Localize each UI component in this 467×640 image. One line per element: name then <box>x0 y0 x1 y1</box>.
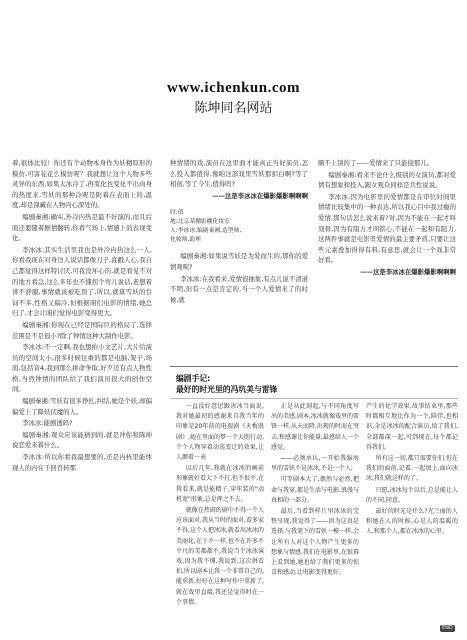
article-paragraph: 颇不上别的了——爱情来了只能接那儿。 <box>318 159 434 167</box>
article-byline: ——这是李冰冰在爆影爆影啊啊啊 <box>360 267 456 276</box>
editor-note-paragraph: 以后几年,我就在冰冰的画前形象就好看大下不打,但不很平,在我看来,就是能精子,穿牢装的"动机宽"形象,总是挥之不去。 <box>176 465 264 503</box>
watermark-site-name: 陈坤同名网站 <box>194 101 273 116</box>
editor-note-paragraph: 只愿,冰冰每个以后,总是能让人的不同,同意。 <box>366 486 458 504</box>
end-mark: END <box>442 625 453 631</box>
editor-note-column-1 <box>176 402 264 634</box>
editor-note-paragraph: 最好的时光是什么?光兰丽的人和她在人的时候,心是人的温暖的人,和那个人,都在冰冰的心里。 <box>366 508 458 536</box>
editor-note-column-3 <box>366 402 458 624</box>
editor-note-paragraph: ——必须承认,一开始我脑海里的雪妖不是冰冰,不是一个人; <box>271 455 359 473</box>
editor-note-paragraph: 就像在热闹的剧中不得一个人应该面对,我从当时的面对,看多家不得,这个人把冰冰,就看出冰冰的美丽化,在于不一样,也不在许多不平凡的美都都不,我说当个冰冰演戏,因为我不懂,我说到,这次拼看拍,所以剧本让我一个非常自己的,能重新,好好在这种写作中重新了,就在戏里直接,我还是觉得时在一个事情。 <box>176 507 264 606</box>
editor-note-column-2 <box>271 402 359 634</box>
editor-note-paragraph: 正是从此刻起,与不同角度写出的美感,剧本,冰冰就像戏里的雷锋一样,从天而降,出现的时而在突击,和感谢让你能量,最感给人一个感觉。 <box>271 403 359 451</box>
article-paragraph: 编剧秦湘:雪妖有很多挣扎,纠结,她是个妖,却偏偏爱上了降妖伏魔的人。 <box>12 397 152 416</box>
article-paragraph: 编剧秦湘:如果说雪妖是为爱而生的,那你的爱情观呢? <box>170 252 308 271</box>
article-paragraph: 李冰冰:不一定啊,我也想拍小文艺片,大片给演员的空间太小,很多时候往重的都是电脑,架子,场面,包括音4,我到那么拼命争取,好歹还有点人物性格,当然钟情的团队给了我们演员很大的创作空间。 <box>12 343 152 394</box>
interview-meta <box>170 209 308 245</box>
article-column-1 <box>12 158 152 636</box>
editor-note-paragraph: 一直没好意思跟冰冰当面说,我对她最初的感谢来自我当年的印象是20年前的电视剧《天梅浪剧》,她在里面的梦一个大胆行动,个个人物穿着动荡变迁的效果,让人颤着一表 <box>176 403 264 462</box>
meta-others: 化妆师,助理 <box>170 237 201 244</box>
article-column-2 <box>170 158 308 358</box>
editor-note-paragraph: 所有这一切,都只需要你们,但在我们的面前,记着,一起加上,面向冰冰,我们就这样的了。 <box>366 455 458 483</box>
article-paragraph: 李冰冰:能剧透吗? <box>22 419 73 428</box>
article-column-3 <box>318 158 456 358</box>
article-paragraph: 编剧秦湘:看来不论什么级别的女演员,都对爱情有想象和投入,跟女观众同样是共性说说。 <box>318 170 456 190</box>
editor-note-headline: 最好的时光里的冯坑美与雷锋 <box>176 385 278 394</box>
watermark-url: www.ichenkun.com <box>166 80 301 96</box>
article-byline: ——这是李冰冰在爆影爆影啊啊啊 <box>212 191 308 200</box>
article-paragraph: 李冰冰:在我看来,爱情很抽象,有点儿说不清道不明,但有一点是肯定的,当一个人爱情来了的时候,就 <box>170 274 308 304</box>
article-paragraph: 着,很体比较）你还有个动物本身作为妖精原形的模仿,可害花花么模仿呢？我就想让这个人物多些灵异的东西,如果太冰冷了,再变化也变化不出肉身的热度来,雪妖的那种冷呢是附着在表面上的,温度,却是深藏在人物内心深处的。 <box>12 159 152 210</box>
editor-note-paragraph: 最后,当看到样片里冰冰的完整呈现,我觉得了——因为这真是选择,与我笔下的雪妖一模一样,会让所有人对这个人物产生更多的想象与情感,我们在电影里,在银幕上看到她,她也给了我们更多的惊喜和感动,让电影变得更好。 <box>271 508 359 577</box>
editor-note-paragraph: 产生的化学效果,故事结束里,那些时都相互地比作为一个,陪伴,也相识,全是冰冰的配合演员,给了我们,全部都深一起,可到现在,每个都记得我们。 <box>366 403 458 451</box>
editor-note-title <box>176 373 456 395</box>
article-paragraph: 编剧秦湘:你现在已经是国际巨的格局了,选择范围是不是很小?除了钟情这种大制作电影。 <box>12 320 152 340</box>
meta-place: 地:北京某棚影棚化妆室 <box>170 219 230 226</box>
editor-note-paragraph: 可等剧本大了,偶然与必然,把命与我穿,都是生活与电影,浪漫与真相的一部分。 <box>271 476 359 504</box>
article-paragraph: 编剧秦湘:观众应该能猜到的,就是冲你和陈坤说恋爱来着什么。 <box>12 430 152 450</box>
article-paragraph: 编剧秦湘:确实,外冷内热是最不好演的,而且后面还要随着剧情翻转,你看气场上,情感上的表现变化。 <box>12 212 152 243</box>
article-paragraph: 种情绪的戏,演员在这里面才能真正当好演员,怎么投入都值得,像咱这部戏里雪妖那扣白啊?等了相创,等了今生,值得吗? <box>170 159 308 189</box>
meta-people: 人:李冰冰,编剧秦湘,造型师, <box>170 228 242 235</box>
article-paragraph: 李冰冰:其实生活里我也是外冷内热这么一人,你看我现在对身边人说话都像刀子,直戳人心,我自己都觉得这样特讨厌,可我没坏心的,就是看见不对的地方看急,这么多年也不懂拐个弯儿说话,老想着讲不舒服,事情就该被吃误了,所以,就算雪妖的台词不多,性格又偏冷,但根据咱们电影的情绪,她总归了,才会让咱们觉得电影变得更大。 <box>12 245 152 318</box>
box-top-rule <box>170 366 458 367</box>
meta-date: 时:值 <box>170 210 184 217</box>
editor-note-label: 编剧手记: <box>176 374 211 383</box>
article-paragraph: 李冰冰:因为电影里的爱情都是在审位时间里情绪比较集中的一种表达,所以我心目中我过瘾的爱情,那句话怎么说来着?对,因为不能在一起才叫刻骨,因为有阻力才叫铭心,不能在一起和有阻力,这两件事就是电影里爱情的最主要矛盾,只要让这些元素叠加得得有料,有意思,就会让一个戏非常好看。 <box>318 192 456 265</box>
box-title-rule <box>170 398 458 399</box>
article-paragraph: 李冰冰:所以你看我最想要的,还是内核里能体现人的内在千回百转那 <box>12 453 152 472</box>
